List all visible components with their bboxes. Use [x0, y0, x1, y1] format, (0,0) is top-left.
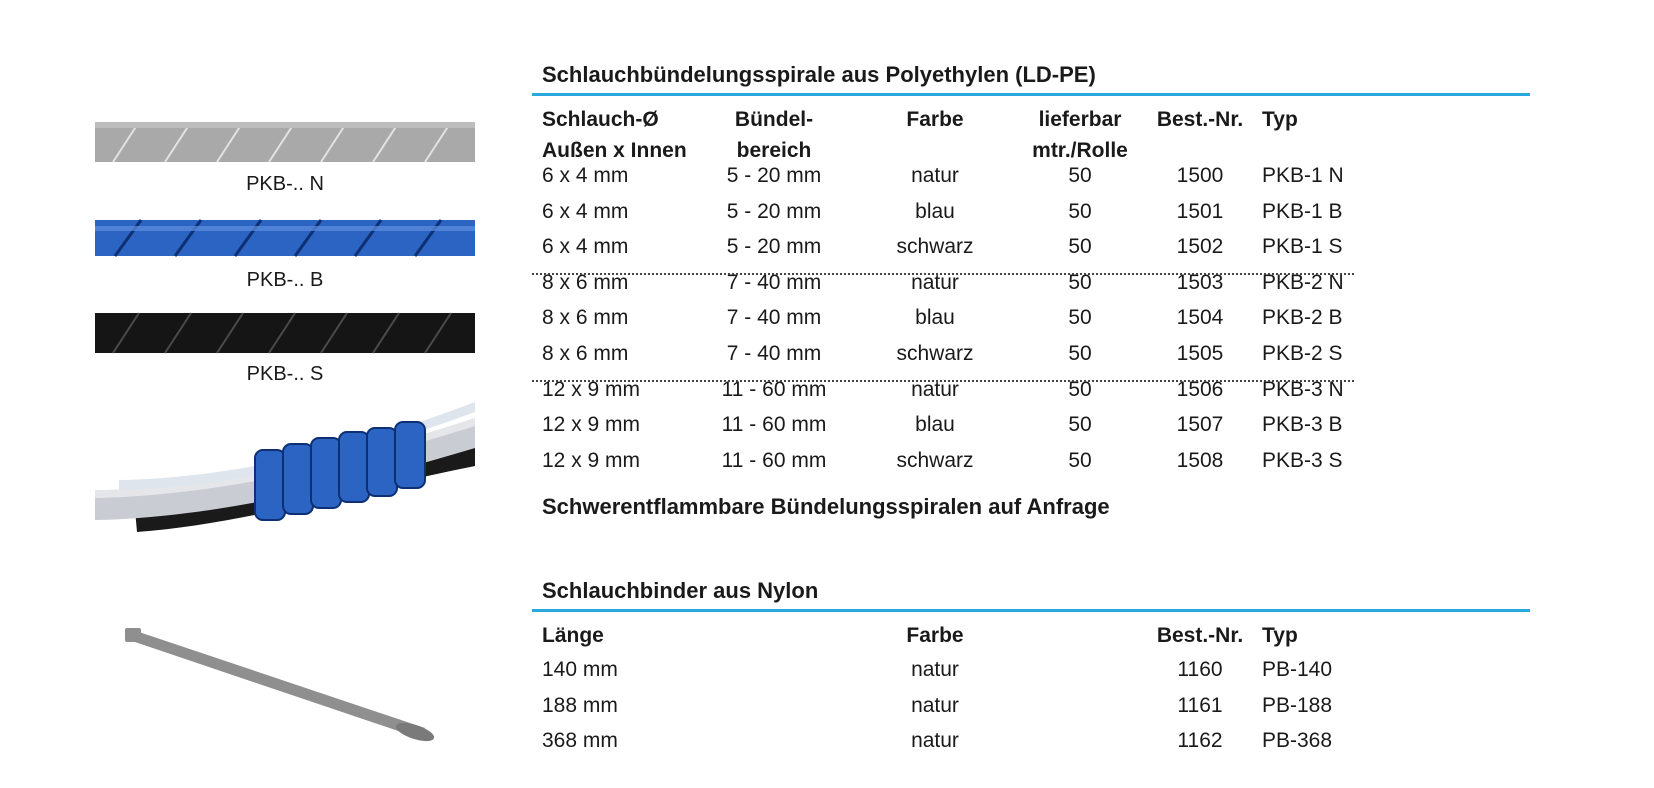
binder-cell-type: PB-368	[1262, 729, 1333, 753]
spiral-cell-color: natur	[911, 270, 959, 294]
spiral-natur-caption: PKB-.. N	[246, 173, 324, 195]
spiral-cell-size: 12 x 9 mm	[542, 413, 641, 437]
spiral-cell-order: 1501	[1176, 199, 1224, 223]
binder-cell-length: 368 mm	[542, 729, 618, 753]
spiral-cell-type: PKB-2 S	[1262, 342, 1343, 365]
header-order: Best.-Nr.	[1156, 108, 1244, 131]
binder-header-length: Länge	[542, 624, 604, 647]
binder-header-color: Farbe	[906, 624, 964, 647]
header-color: Farbe	[906, 108, 964, 131]
spiral-cell-size: 6 x 4 mm	[542, 164, 629, 187]
spiral-schwarz-image	[95, 309, 475, 357]
spiral-cell-order: 1508	[1176, 448, 1224, 472]
spiral-cell-avail: 50	[1068, 413, 1092, 437]
spiral-note: Schwerentflammbare Bündelungsspiralen auf Anfrage	[542, 494, 1110, 519]
binder-heading: Schlauchbinder aus Nylon	[542, 578, 819, 603]
spiral-cell-range: 5 - 20 mm	[726, 235, 822, 259]
binder-cell-order: 1162	[1177, 729, 1223, 753]
spiral-cell-avail: 50	[1068, 342, 1092, 365]
binder-cell-length: 140 mm	[542, 658, 618, 681]
spiral-cell-size: 12 x 9 mm	[542, 377, 641, 401]
spiral-heading: Schlauchbündelungsspirale aus Polyethylen (LD-PE)	[542, 62, 1096, 87]
spiral-heading-rule	[532, 93, 1530, 96]
header-type: Typ	[1262, 108, 1298, 131]
spiral-cell-type: PKB-3 B	[1262, 413, 1343, 437]
header-avail: lieferbar mtr./Rolle	[1032, 108, 1128, 162]
spiral-cell-size: 12 x 9 mm	[542, 448, 641, 472]
spiral-cell-order: 1505	[1176, 342, 1224, 365]
spiral-cell-color: schwarz	[896, 235, 974, 259]
spiral-cell-range: 5 - 20 mm	[726, 164, 822, 187]
spiral-cell-type: PKB-1 N	[1262, 164, 1344, 187]
spiral-cell-range: 11 - 60 mm	[721, 377, 827, 401]
binder-cell-color: natur	[911, 693, 959, 717]
header-size: Schlauch-Ø Außen x Innen	[542, 108, 687, 162]
binder-cell-type: PB-140	[1262, 658, 1333, 681]
spiral-natur-image	[95, 118, 475, 166]
spiral-cell-size: 6 x 4 mm	[542, 199, 629, 223]
spiral-cell-order: 1506	[1176, 377, 1224, 401]
spiral-cell-color: blau	[915, 199, 955, 223]
binder-cell-order: 1161	[1177, 693, 1223, 717]
spiral-cell-avail: 50	[1068, 448, 1092, 472]
spiral-cell-type: PKB-2 N	[1262, 270, 1344, 294]
spiral-blau-caption: PKB-.. B	[246, 269, 324, 291]
spiral-cell-color: blau	[915, 413, 955, 437]
spiral-cell-size: 8 x 6 mm	[542, 306, 629, 330]
spiral-blau-image	[95, 214, 475, 262]
binder-cell-order: 1160	[1177, 658, 1223, 681]
spiral-cell-color: blau	[915, 306, 955, 330]
spiral-cell-size: 8 x 6 mm	[542, 342, 629, 365]
spiral-cell-color: schwarz	[896, 448, 974, 472]
group-divider-2	[532, 380, 1354, 382]
binder-heading-rule	[532, 609, 1530, 612]
spiral-cell-order: 1507	[1176, 413, 1224, 437]
binder-header-type: Typ	[1262, 624, 1298, 647]
cable-tie-image	[95, 620, 475, 750]
binder-cell-color: natur	[911, 729, 959, 753]
spiral-cell-range: 7 - 40 mm	[726, 270, 822, 294]
header-range: Bündel- bereich	[734, 108, 814, 162]
spiral-cell-color: schwarz	[896, 342, 974, 365]
bundled-hoses-image	[95, 398, 475, 538]
spiral-cell-size: 6 x 4 mm	[542, 235, 629, 259]
spiral-cell-avail: 50	[1068, 377, 1092, 401]
spiral-cell-size: 8 x 6 mm	[542, 270, 629, 294]
spiral-cell-range: 7 - 40 mm	[726, 342, 822, 365]
spiral-cell-avail: 50	[1068, 164, 1092, 187]
spiral-cell-avail: 50	[1068, 199, 1092, 223]
spiral-cell-range: 11 - 60 mm	[721, 448, 827, 472]
spiral-cell-range: 7 - 40 mm	[726, 306, 822, 330]
spiral-schwarz-caption: PKB-.. S	[246, 363, 324, 385]
binder-cell-length: 188 mm	[542, 693, 618, 717]
spiral-cell-order: 1502	[1176, 235, 1224, 259]
spiral-cell-type: PKB-1 S	[1262, 235, 1343, 259]
group-divider-1	[532, 273, 1354, 275]
spiral-cell-range: 11 - 60 mm	[721, 413, 827, 437]
spiral-cell-type: PKB-3 S	[1262, 448, 1343, 472]
spiral-cell-type: PKB-3 N	[1262, 377, 1344, 401]
spiral-cell-color: natur	[911, 377, 959, 401]
spiral-cell-avail: 50	[1068, 235, 1092, 259]
spiral-cell-order: 1503	[1176, 270, 1224, 294]
spiral-cell-color: natur	[911, 164, 959, 187]
binder-cell-color: natur	[911, 658, 959, 681]
spiral-cell-avail: 50	[1068, 270, 1092, 294]
spiral-cell-order: 1504	[1176, 306, 1224, 330]
spiral-cell-range: 5 - 20 mm	[726, 199, 822, 223]
spiral-cell-avail: 50	[1068, 306, 1092, 330]
spiral-cell-order: 1500	[1176, 164, 1224, 187]
spiral-cell-type: PKB-2 B	[1262, 306, 1343, 330]
binder-cell-type: PB-188	[1262, 693, 1333, 717]
binder-header-order: Best.-Nr.	[1156, 624, 1244, 647]
spiral-cell-type: PKB-1 B	[1262, 199, 1343, 223]
